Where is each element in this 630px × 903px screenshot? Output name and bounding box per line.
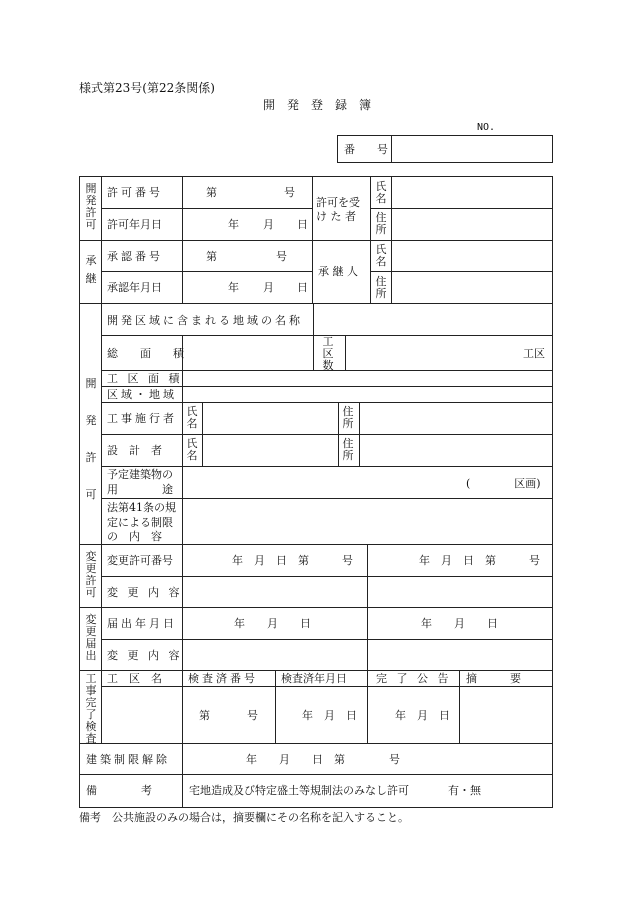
inspected-number-header: 検査済番号 [188, 672, 258, 685]
succession-number-dai: 第 [206, 250, 217, 263]
inspected-date-ymd: 年 月 日 [302, 709, 357, 722]
succession-date-day: 日 [297, 281, 308, 294]
succession-section-label: 承 継 [85, 254, 97, 285]
remarks-text: 宅地造成及び特定盛土等規制法のみなし許可 [189, 784, 409, 797]
succession-date-month: 月 [263, 281, 274, 294]
contractor-address-label: 住 所 [342, 405, 354, 430]
remarks-yes-no[interactable]: 有・無 [448, 784, 481, 797]
law-restriction-line2: 定による制限 [107, 516, 173, 529]
planned-building-paren: ( 区画) [466, 477, 541, 490]
remarks-label: 備 考 [86, 784, 152, 797]
page-title: 開 発 登 録 簿 [263, 98, 372, 112]
permit-section-label: 開 発 許 可 [85, 182, 97, 231]
change-permit-date-left: 年 月 日 第 号 [232, 554, 353, 567]
permit-date-month: 月 [263, 218, 274, 231]
successor-label: 承 継 人 [318, 265, 358, 278]
registration-number-field[interactable] [392, 136, 552, 162]
permit-number-go: 号 [284, 186, 295, 199]
inspected-number-go: 号 [247, 709, 258, 722]
succession-date-label: 承認年月日 [107, 281, 162, 294]
development-section-label: 開 発 許 可 [85, 377, 97, 501]
permit-date-label: 許可年月日 [107, 218, 162, 231]
change-permit-section-label: 変 更 許 可 [85, 550, 97, 599]
law-restriction-line1: 法第41条の規 [107, 501, 176, 514]
work-zone-count-label: 工 区 数 [322, 335, 334, 372]
contractor-label: 工事施行者 [107, 412, 177, 425]
succession-address-label: 住 所 [375, 275, 387, 300]
permit-number-label: 許可番号 [107, 186, 163, 199]
work-zone-unit: 工区 [523, 347, 545, 360]
public-notice-ymd: 年 月 日 [395, 709, 450, 722]
restriction-cancel-text: 年 月 日 第 号 [246, 753, 400, 766]
permit-date-year: 年 [228, 218, 239, 231]
permit-name-label: 氏 名 [375, 180, 387, 205]
change-permit-date-right: 年 月 日 第 号 [419, 554, 540, 567]
contractor-name-label: 氏 名 [186, 405, 198, 430]
public-notice-header: 完 了 公 告 [376, 672, 452, 685]
inspected-number-dai: 第 [199, 709, 210, 722]
form-number: 様式第23号(第22条関係) [79, 81, 215, 95]
bango-label: 番 号 [344, 143, 388, 156]
change-notice-date-label: 届出年月日 [107, 617, 177, 630]
restriction-cancel-label: 建築制限解除 [86, 753, 170, 766]
permit-date-day: 日 [297, 218, 308, 231]
designer-address-label: 住 所 [342, 437, 354, 462]
no-label: NO. [477, 122, 496, 133]
footnote: 備考 公共施設のみの場合は，摘要欄にその名称を記入すること。 [79, 811, 409, 824]
work-zone-area-label: 工 区 面 積 [107, 372, 183, 385]
change-permit-number-label: 変更許可番号 [107, 554, 173, 567]
planned-building-line2: 用 途 [107, 483, 173, 496]
succession-number-label: 承認番号 [107, 250, 163, 263]
summary-header: 摘 要 [466, 672, 521, 685]
succession-number-go: 号 [276, 250, 287, 263]
change-notice-date-left: 年 月 日 [234, 617, 311, 630]
succession-date-year: 年 [228, 281, 239, 294]
designer-label: 設 計 者 [107, 444, 162, 457]
permit-address-label: 住 所 [375, 211, 387, 236]
change-notice-section-label: 変 更 届 出 [85, 613, 97, 662]
change-notice-date-right: 年 月 日 [421, 617, 498, 630]
permit-receiver-line1: 許可を受 [316, 196, 360, 209]
permit-number-dai: 第 [206, 186, 217, 199]
designer-name-label: 氏 名 [186, 437, 198, 462]
law-restriction-line3: の 内 容 [107, 530, 162, 543]
change-permit-content-label: 変 更 内 容 [107, 586, 183, 599]
total-area-label: 総 面 積 [107, 347, 184, 360]
planned-building-line1: 予定建築物の [107, 468, 173, 481]
area-name-label: 開発区域に含まれる地域の名称 [107, 314, 303, 327]
work-zone-name-header: 工 区 名 [107, 672, 162, 685]
succession-name-label: 氏 名 [375, 243, 387, 268]
permit-receiver-line2: け た 者 [316, 210, 356, 223]
change-notice-content-label: 変 更 内 容 [107, 649, 183, 662]
district-label: 区域・地域 [107, 388, 177, 401]
completion-section-label: 工 事 完 了 検 査 [85, 672, 97, 745]
inspected-date-header: 検査済年月日 [281, 672, 347, 685]
